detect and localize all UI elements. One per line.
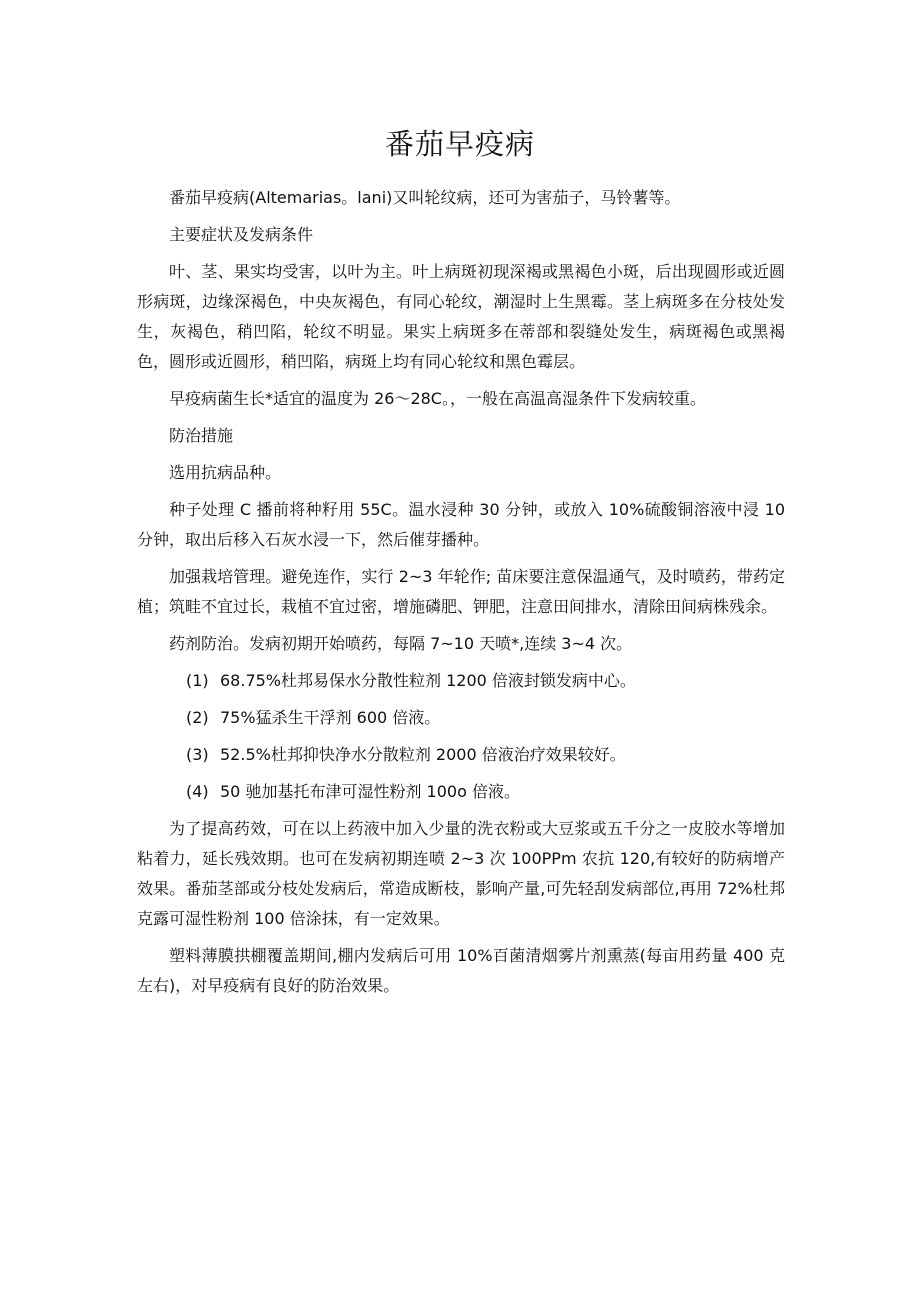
list-item-number: (2) [186, 708, 209, 727]
list-item-text: 52.5%杜邦抑快净水分散粒剂 2000 倍液治疗效果较好。 [220, 745, 626, 764]
list-item [137, 740, 785, 770]
greenhouse-paragraph: 塑料薄膜拱棚覆盖期间,棚内发病后可用 10%百菌清烟雾片剂熏蒸(每亩用药量 400 克左右)，对早疫病有良好的防治效果。 [137, 946, 785, 995]
seed-treatment-paragraph: 种子处理 C 播前将种籽用 55C。温水浸种 30 分钟，或放入 10%硫酸铜溶液中浸 10 分钟，取出后移入石灰水浸一下，然后催芽播种。 [137, 500, 785, 549]
list-item-number: (1) [186, 671, 209, 690]
efficacy-paragraph: 为了提高药效，可在以上药液中加入少量的洗衣粉或大豆浆或五千分之一皮胶水等增加粘着力，延长残效期。也可在发病初期连喷 2~3 次 100PPm 农抗 120,有较好的防病增产效果。番茄茎部或分枝处发病后，常造成断枝，影响产量,可先轻刮发病部位,再用 72%杜邦克露可湿性粉剂 100 倍涂抹，有一定效果。 [137, 819, 785, 928]
list-item-text: 75%猛杀生干浮剂 600 倍液。 [220, 708, 441, 727]
conditions-paragraph: 早疫病菌生长*适宜的温度为 26～28C。，一般在高温高湿条件下发病较重。 [169, 389, 706, 408]
intro-paragraph: 番茄早疫病(Altemarias。lani)又叫轮纹病，还可为害茄子，马铃薯等。 [169, 188, 681, 207]
chemical-control-paragraph: 药剂防治。发病初期开始喷药，每隔 7~10 天喷*,连续 3~4 次。 [169, 634, 633, 653]
resistant-variety-paragraph: 选用抗病品种。 [169, 463, 282, 482]
list-item [137, 703, 785, 733]
list-item-number: (3) [186, 745, 209, 764]
list-item-number: (4) [186, 782, 209, 801]
list-item-text: 68.75%杜邦易保水分散性粒剂 1200 倍液封锁发病中心。 [220, 671, 636, 690]
section-heading-symptoms: 主要症状及发病条件 [169, 225, 314, 244]
list-item-text: 50 驰加基托布津可湿性粉剂 100o 倍液。 [220, 782, 520, 801]
document-body [137, 183, 785, 1008]
symptoms-paragraph: 叶、茎、果实均受害，以叶为主。叶上病斑初现深褐或黑褐色小斑，后出现圆形或近圆形病斑，边缘深褐色，中央灰褐色，有同心轮纹，潮湿时上生黑霉。茎上病斑多在分枝处发生，灰褐色，稍凹陷，轮纹不明显。果实上病斑多在蒂部和裂缝处发生，病斑褐色或黑褐色，圆形或近圆形，稍凹陷，病斑上均有同心轮纹和黑色霉层。 [137, 262, 785, 371]
list-item [137, 777, 785, 807]
section-heading-control: 防治措施 [169, 426, 234, 445]
document-title: 番茄早疫病 [384, 127, 535, 161]
cultivation-paragraph: 加强栽培管理。避免连作，实行 2~3 年轮作; 苗床要注意保温通气，及时喷药，带药定植；筑畦不宜过长，栽植不宜过密，增施磷肥、钾肥，注意田间排水，清除田间病株残余。 [137, 567, 785, 616]
list-item [137, 666, 785, 696]
